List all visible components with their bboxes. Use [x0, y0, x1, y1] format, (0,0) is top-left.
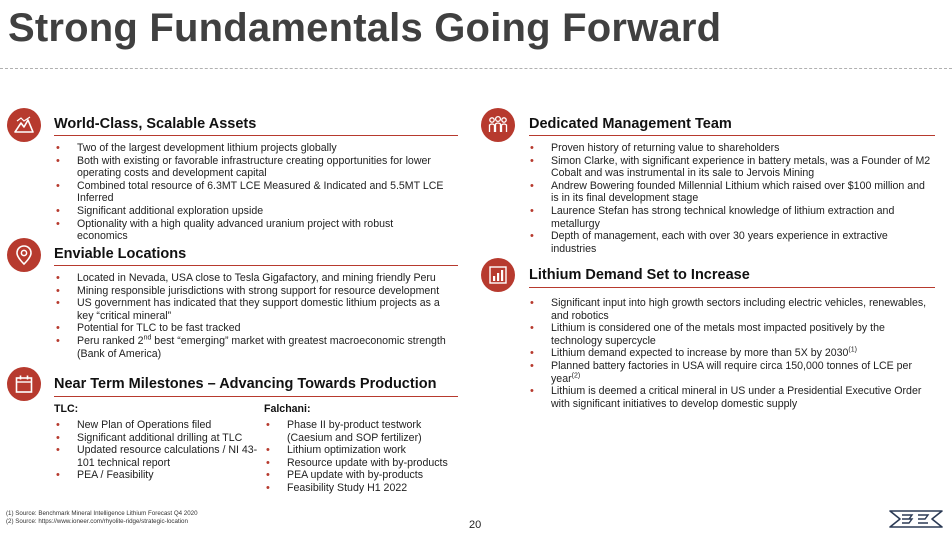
peru-superscript: nd	[143, 334, 152, 342]
company-logo-icon	[888, 508, 944, 535]
peru-prefix: Peru ranked 2	[77, 334, 144, 347]
falchani-bullet-list	[264, 419, 460, 495]
management-heading: Dedicated Management Team	[529, 116, 732, 132]
demand-bullet-list	[528, 297, 932, 410]
demand-heading-rule	[529, 287, 935, 288]
list-item: • US government has indicated that they support domestic lithium projects as a key “critical mineral”	[54, 297, 454, 322]
bar-chart-icon	[481, 258, 515, 292]
page-title: Strong Fundamentals Going Forward	[8, 6, 722, 50]
list-item: • Phase II by-product testwork (Caesium and SOP fertilizer)	[264, 419, 460, 444]
list-item: • Combined total resource of 6.3MT LCE Measured & Indicated and 5.5MT LCE Inferred	[54, 180, 444, 205]
list-item: • Andrew Bowering founded Millennial Lithium which raised over $100 million and is in its final development stage	[528, 180, 932, 205]
management-heading-rule	[529, 135, 935, 136]
list-item: • Located in Nevada, USA close to Tesla Gigafactory, and mining friendly Peru	[54, 272, 454, 285]
peru-suffix: best “emerging” market with greatest macroeconomic strength (Bank of America)	[77, 334, 446, 360]
list-item: • Updated resource calculations / NI 43-101 technical report	[54, 444, 258, 469]
list-item: • Laurence Stefan has strong technical knowledge of lithium extraction and metallurgy	[528, 205, 932, 230]
team-icon	[481, 108, 515, 142]
list-item	[54, 335, 454, 360]
list-item: • Optionality with a high quality advanced uranium project with robust economics	[54, 218, 444, 243]
assets-heading-rule	[54, 135, 458, 136]
title-divider	[0, 68, 952, 69]
list-item: • New Plan of Operations filed	[54, 419, 258, 432]
assets-heading: World-Class, Scalable Assets	[54, 116, 257, 132]
locations-bullet-list	[54, 272, 454, 360]
location-pin-icon	[7, 238, 41, 272]
page-number: 20	[469, 519, 482, 531]
list-item: • Lithium is deemed a critical mineral in US under a Presidential Executive Order with significant initiatives to develop domestic supply	[528, 385, 932, 410]
list-item: • PEA / Feasibility	[54, 469, 258, 482]
locations-heading: Enviable Locations	[54, 246, 187, 262]
demand-text: Lithium demand expected to increase by more than 5X by 2030	[551, 347, 849, 360]
list-item: • Simon Clarke, with significant experience in battery metals, was a Founder of M2 Cobalt and was instrumental in its sale to Jervois Mining	[528, 155, 932, 180]
tlc-label: TLC:	[54, 403, 79, 415]
list-item: • Resource update with by-products	[264, 457, 460, 470]
milestones-heading-rule	[54, 396, 458, 397]
list-item: • Lithium optimization work	[264, 444, 460, 457]
list-item: • Significant additional drilling at TLC	[54, 432, 258, 445]
locations-heading-rule	[54, 265, 458, 266]
list-item: • Proven history of returning value to shareholders	[528, 142, 932, 155]
list-item: • Mining responsible jurisdictions with strong support for resource development	[54, 285, 454, 298]
list-item: • Lithium is considered one of the metals most impacted positively by the technology supercycle	[528, 322, 932, 347]
calendar-icon	[7, 367, 41, 401]
list-item: • Significant additional exploration upside	[54, 205, 444, 218]
list-item: • PEA update with by-products	[264, 469, 460, 482]
footnote-1: (1) Source: Benchmark Mineral Intelligence Lithium Forecast Q4 2020	[6, 510, 198, 517]
list-item: • Feasibility Study H1 2022	[264, 482, 460, 495]
list-item: • Significant input into high growth sectors including electric vehicles, renewables, and robotics	[528, 297, 932, 322]
list-item	[528, 360, 932, 385]
list-item: • Two of the largest development lithium projects globally	[54, 142, 444, 155]
assets-bullet-list	[54, 142, 444, 243]
falchani-label: Falchani:	[264, 403, 311, 415]
milestones-heading: Near Term Milestones – Advancing Towards Production	[54, 376, 437, 392]
list-item	[528, 347, 932, 360]
management-bullet-list	[528, 142, 932, 255]
list-item: • Both with existing or favorable infrastructure creating opportunities for lower operating costs and development capital	[54, 155, 444, 180]
list-item: • Depth of management, each with over 30 years experience in extractive industries	[528, 230, 932, 255]
footnote-ref: (1)	[848, 346, 857, 354]
list-item: • Potential for TLC to be fast tracked	[54, 322, 454, 335]
tlc-bullet-list	[54, 419, 258, 482]
mountain-chart-icon	[7, 108, 41, 142]
footnote-ref: (2)	[571, 372, 581, 380]
demand-text: Planned battery factories in USA will require circa 150,000 tonnes of LCE per year	[551, 359, 912, 385]
footnote-2: (2) Source: https://www.ioneer.com/rhyolite-ridge/strategic-location	[6, 518, 188, 525]
demand-heading: Lithium Demand Set to Increase	[529, 267, 750, 283]
